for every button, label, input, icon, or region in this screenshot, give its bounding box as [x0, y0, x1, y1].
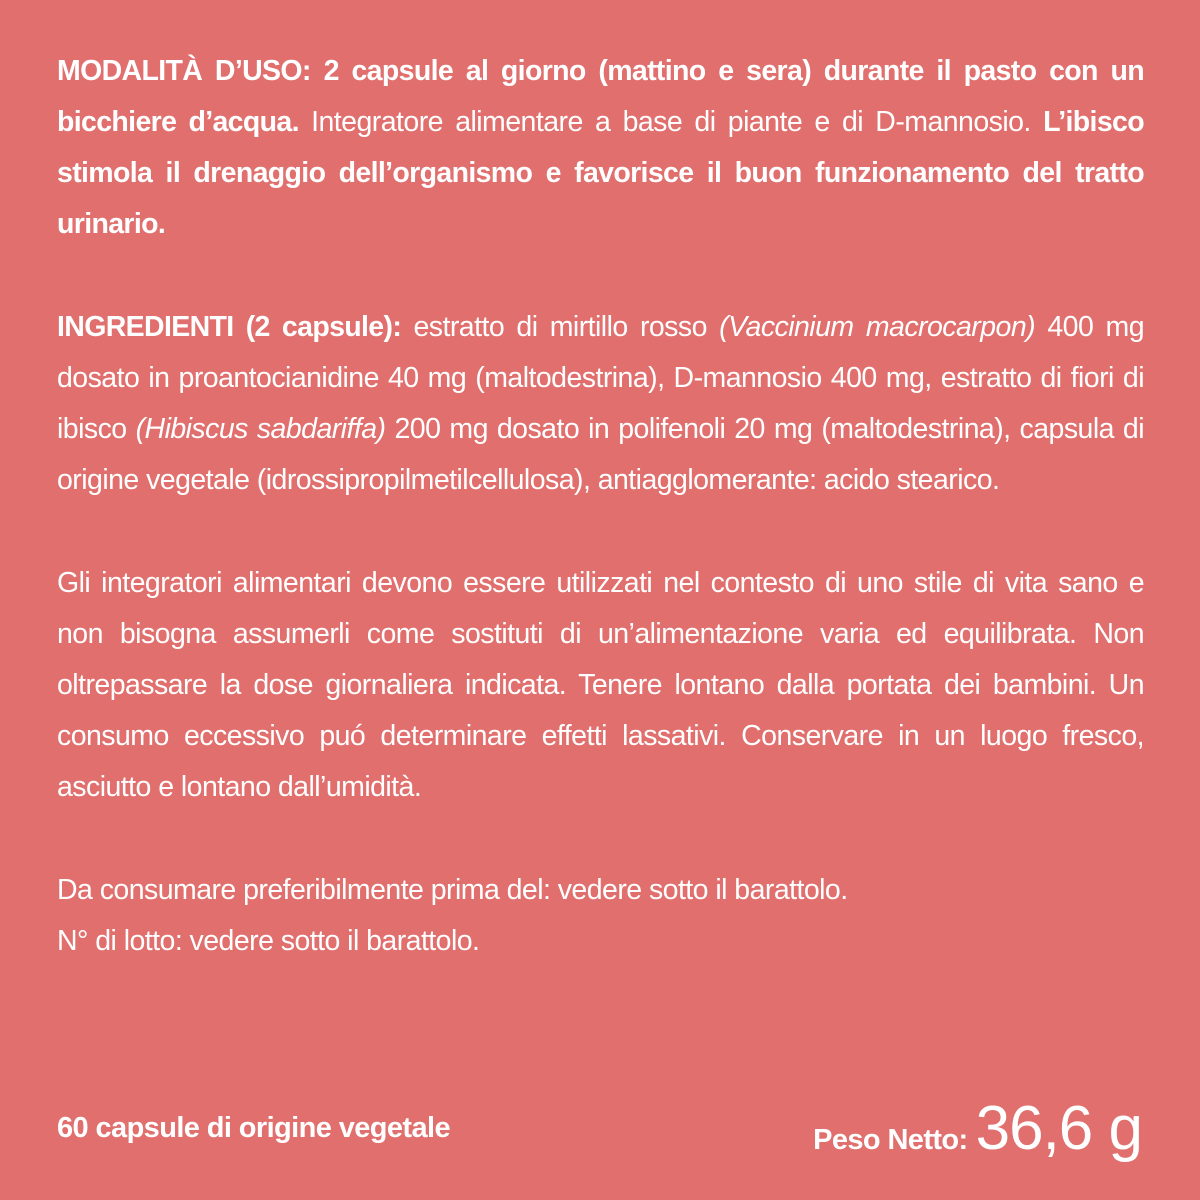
ingredients-text-3: 200 mg dosato in polifenoli 20 mg (maltodestrina), capsula di origine vegetale (idrossipropilmetilcellulosa), antiagglomerante: acido stearico. — [57, 413, 1145, 496]
warnings-text: Gli integratori alimentari devono essere utilizzati nel contesto di uno stile di vita sano e non bisogna assumerli come sostituti di un’alimentazione varia ed equilibrata. Non oltrepassare la dose giornaliera indicata. Tenere lontano dalla portata dei bambini. Un consumo eccessivo puó determinare effetti lassativi. Conservare in un luogo fresco, asciutto e lontano dall’umidità. — [57, 567, 1144, 803]
usage-paragraph — [57, 46, 1144, 250]
net-weight-value: 36,6 g — [975, 1094, 1142, 1163]
lot-number-text: N° di lotto: vedere sotto il barattolo. — [57, 925, 480, 957]
usage-claim: L’ibisco stimola il drenaggio dell’organismo e favorisce il buon funzionamento del tratto urinario. — [57, 106, 1144, 240]
best-before-text: Da consumare preferibilmente prima del: vedere sotto il barattolo. — [57, 874, 848, 906]
ingredients-text-1: estratto di mirtillo rosso — [413, 311, 707, 343]
expiry-paragraph — [57, 865, 1144, 967]
ingredients-latin-name-1: (Vaccinium macrocarpon) — [719, 311, 1036, 343]
label-footer — [57, 1094, 1144, 1170]
net-weight-label: Peso Netto: — [813, 1124, 968, 1156]
ingredients-latin-name-2: (Hibiscus sabdariffa) — [135, 413, 386, 445]
usage-directions: 2 capsule al giorno (mattino e sera) durante il pasto con un bicchiere d’acqua. — [57, 55, 1145, 138]
net-weight — [813, 1094, 1142, 1163]
ingredients-paragraph — [57, 302, 1144, 506]
capsule-count: 60 capsule di origine vegetale — [57, 1112, 450, 1144]
usage-heading: MODALITÀ D’USO: — [57, 55, 311, 87]
warnings-paragraph — [57, 558, 1144, 813]
ingredients-heading: INGREDIENTI (2 capsule): — [57, 311, 402, 343]
ingredients-text-2: 400 mg dosato in proantocianidine 40 mg (maltodestrina), D-mannosio 400 mg, estratto di fiori di ibisco — [57, 311, 1145, 445]
usage-description: Integratore alimentare a base di piante e di D-mannosio. — [311, 106, 1031, 138]
